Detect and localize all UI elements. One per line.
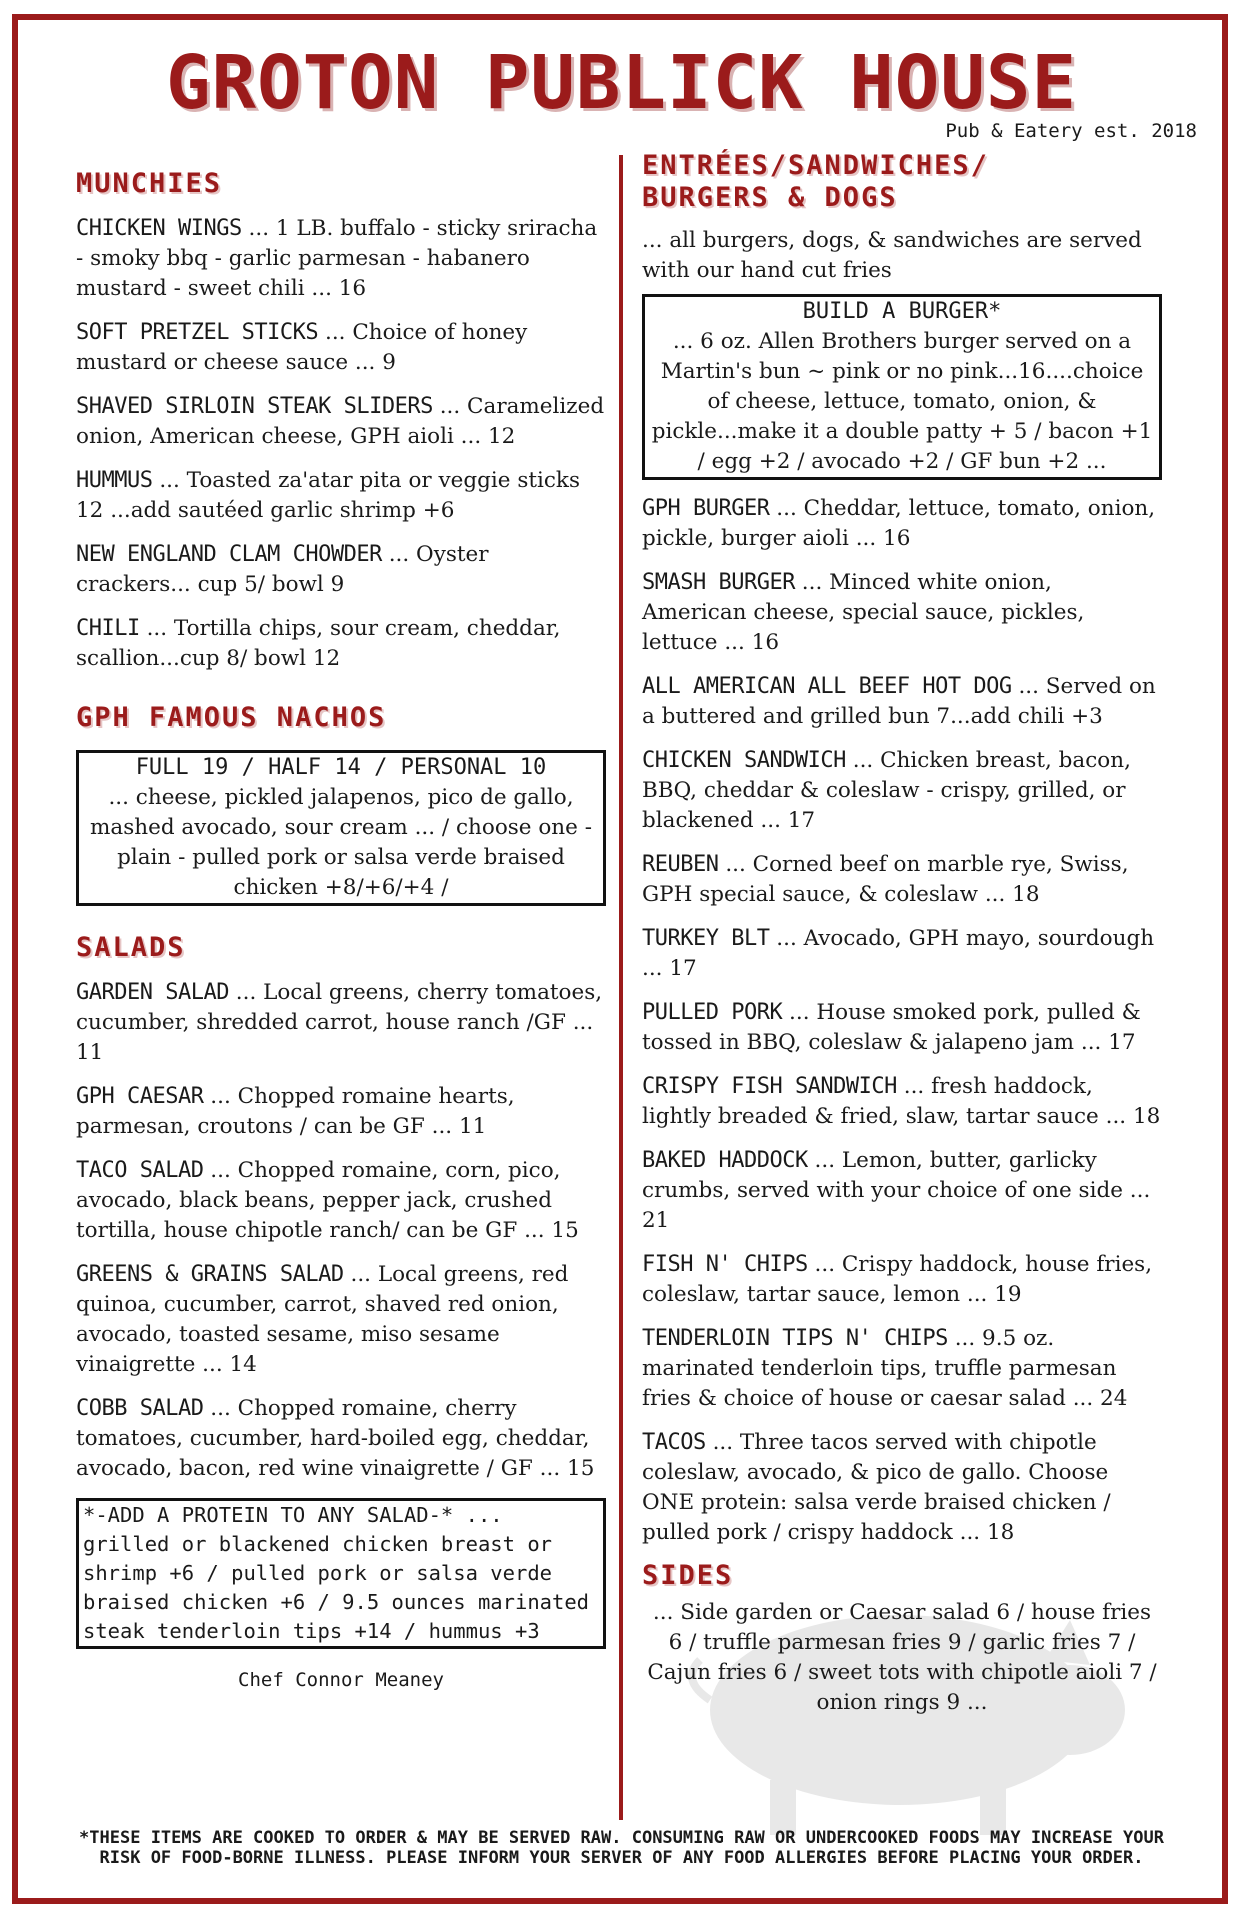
nachos-box [76, 750, 606, 906]
item-name: NEW ENGLAND CLAM CHOWDER [76, 542, 382, 567]
nachos-heading: GPH FAMOUS NACHOS [76, 702, 387, 733]
item-description: ... Caramelized onion, American cheese, GPH aioli ... 12 [76, 394, 605, 449]
item-name: CHICKEN SANDWICH [642, 748, 846, 773]
item-description: ... Oyster crackers... cup 5/ bowl 9 [76, 542, 489, 597]
item-name: CHICKEN WINGS [76, 216, 242, 241]
tagline: Pub & Eatery est. 2018 [945, 120, 1197, 142]
item-name: GPH BURGER [642, 496, 770, 521]
menu-item [76, 1394, 606, 1484]
page-title: GROTON PUBLICK HOUSE [165, 40, 1078, 126]
entrees-heading-line-2: BURGERS & DOGS [642, 182, 898, 213]
menu-item [642, 1250, 1162, 1310]
item-description: ... Chopped romaine, cherry tomatoes, cucumber, hard-boiled egg, cheddar, avocado, bacon, red wine vinaigrette / GF ... 15 [76, 1396, 595, 1481]
item-description: ... Crispy haddock, house fries, coleslaw, tartar sauce, lemon ... 19 [642, 1252, 1153, 1307]
menu-item [76, 978, 606, 1068]
build-a-burger-description: ... 6 oz. Allen Brothers burger served on a Martin's bun ~ pink or no pink...16....choice of cheese, lettuce, tomato, onion, & pickle...make it a double patty + 5 / bacon +1 / egg +2 / avocado +2 / GF bun +2 ... [651, 329, 1153, 474]
menu-item [642, 1428, 1162, 1548]
add-protein-box: *-ADD A PROTEIN TO ANY SALAD-* ... grilled or blackened chicken breast or shrimp +6 / pulled pork or salsa verde braised chicken +6 / 9.5 ounces marinated steak tenderloin tips +14 / hummus +3 [76, 1498, 606, 1649]
item-description: ... Chopped romaine, corn, pico, avocado, black beans, pepper jack, crushed tortilla, house chipotle ranch/ can be GF ... 15 [76, 1158, 579, 1243]
menu-item [76, 614, 606, 674]
menu-item [642, 672, 1162, 732]
item-description: ... Local greens, cherry tomatoes, cucumber, shredded carrot, house ranch /GF ... 11 [76, 980, 603, 1065]
menu-item [642, 1146, 1162, 1236]
salads-heading: SALADS [76, 932, 186, 963]
item-description: ... Corned beef on marble rye, Swiss, GPH special sauce, & coleslaw ... 18 [642, 852, 1129, 907]
fries-note: ... all burgers, dogs, & sandwiches are served with our hand cut fries [642, 228, 1142, 283]
item-name: BAKED HADDOCK [642, 1148, 808, 1173]
item-description: ... Chicken breast, bacon, BBQ, cheddar & coleslaw - crispy, grilled, or blackened ... 17 [642, 748, 1131, 833]
menu-item [76, 540, 606, 600]
menu-item [76, 1156, 606, 1246]
nachos-description: ... cheese, pickled jalapenos, pico de gallo, mashed avocado, sour cream ... / choose one - plain - pulled pork or salsa verde braised chicken +8/+6/+4 / [90, 785, 592, 900]
menu-item [76, 1082, 606, 1142]
column-divider [619, 155, 623, 1820]
nachos-sizes: FULL 19 / HALF 14 / PERSONAL 10 [135, 755, 547, 780]
entrees-heading [642, 150, 1162, 214]
chef-credit: Chef Connor Meaney [238, 1669, 444, 1691]
item-description: ... Minced white onion, American cheese, special sauce, pickles, lettuce ... 16 [642, 570, 1085, 655]
sides-heading: SIDES [642, 1560, 734, 1591]
item-name: TURKEY BLT [642, 926, 770, 951]
item-description: ... Choice of honey mustard or cheese sauce ... 9 [76, 320, 528, 375]
item-description: ... Toasted za'atar pita or veggie sticks 12 ...add sautéed garlic shrimp +6 [76, 468, 580, 523]
item-description: ... Tortilla chips, sour cream, cheddar, scallion...cup 8/ bowl 12 [76, 616, 561, 671]
item-name: HUMMUS [76, 468, 153, 493]
item-description: ... Avocado, GPH mayo, sourdough ... 17 [642, 926, 1155, 981]
menu-item [76, 1260, 606, 1380]
menu-item [76, 466, 606, 526]
menu-item [642, 850, 1162, 910]
item-name: FISH N' CHIPS [642, 1252, 808, 1277]
item-name: TACO SALAD [76, 1158, 204, 1183]
item-name: COBB SALAD [76, 1396, 204, 1421]
build-a-burger-box [642, 294, 1162, 480]
item-description: ... fresh haddock, lightly breaded & fried, slaw, tartar sauce ... 18 [642, 1074, 1161, 1129]
sides-description: ... Side garden or Caesar salad 6 / house fries 6 / truffle parmesan fries 9 / garlic fries 7 / Cajun fries 6 / sweet tots with chipotle aioli 7 / onion rings 9 ... [647, 1600, 1157, 1715]
item-name: PULLED PORK [642, 1000, 783, 1025]
menu-item [642, 568, 1162, 658]
item-description: ... House smoked pork, pulled & tossed in BBQ, coleslaw & jalapeno jam ... 17 [642, 1000, 1141, 1055]
menu-item [642, 494, 1162, 554]
item-name: GREENS & GRAINS SALAD [76, 1262, 344, 1287]
item-description: ... 9.5 oz. marinated tenderloin tips, truffle parmesan fries & choice of house or caesar salad ... 24 [642, 1326, 1128, 1411]
menu-item [642, 1324, 1162, 1414]
menu-item [76, 392, 606, 452]
item-name: GPH CAESAR [76, 1084, 204, 1109]
menu-item [642, 1072, 1162, 1132]
item-description: ... Chopped romaine hearts, parmesan, croutons / can be GF ... 11 [76, 1084, 515, 1139]
item-name: GARDEN SALAD [76, 980, 229, 1005]
item-name: SOFT PRETZEL STICKS [76, 320, 319, 345]
item-name: SMASH BURGER [642, 570, 795, 595]
item-name: ALL AMERICAN ALL BEEF HOT DOG [642, 674, 1012, 699]
item-description: ... 1 LB. buffalo - sticky sriracha - smoky bbq - garlic parmesan - habanero mustard - sweet chili ... 16 [76, 216, 598, 301]
item-description: ... Cheddar, lettuce, tomato, onion, pickle, burger aioli ... 16 [642, 496, 1156, 551]
item-description: ... Lemon, butter, garlicky crumbs, served with your choice of one side ... 21 [642, 1148, 1151, 1233]
food-safety-disclaimer: *THESE ITEMS ARE COOKED TO ORDER & MAY BE SERVED RAW. CONSUMING RAW OR UNDERCOOKED FOODS MAY INCREASE YOUR RISK OF FOOD-BORNE ILLNESS. PLEASE INFORM YOUR SERVER OF ANY FOOD ALLERGIES BEFORE PLACING YOUR ORDER. [79, 1828, 1164, 1868]
menu-item [642, 746, 1162, 836]
item-description: ... Local greens, red quinoa, cucumber, carrot, shaved red onion, avocado, toasted sesame, miso sesame vinaigrette ... 14 [76, 1262, 569, 1377]
entrees-heading-line-1: ENTRÉES/SANDWICHES/ [642, 150, 989, 181]
item-description: ... Three tacos served with chipotle coleslaw, avocado, & pico de gallo. Choose ONE protein: salsa verde braised chicken / pulled pork / crispy haddock ... 18 [642, 1430, 1111, 1545]
menu-item [76, 214, 606, 304]
left-column [76, 168, 606, 1691]
build-a-burger-title: BUILD A BURGER* [802, 299, 1002, 324]
right-column [642, 150, 1162, 1718]
menu-item [76, 318, 606, 378]
menu-item [642, 924, 1162, 984]
item-name: SHAVED SIRLOIN STEAK SLIDERS [76, 394, 433, 419]
menu-item [642, 998, 1162, 1058]
munchies-heading: MUNCHIES [76, 168, 223, 199]
item-name: CRISPY FISH SANDWICH [642, 1074, 897, 1099]
item-name: TENDERLOIN TIPS N' CHIPS [642, 1326, 948, 1351]
item-name: REUBEN [642, 852, 719, 877]
item-description: ... Served on a buttered and grilled bun 7...add chili +3 [642, 674, 1156, 729]
item-name: CHILI [76, 616, 140, 641]
item-name: TACOS [642, 1430, 706, 1455]
